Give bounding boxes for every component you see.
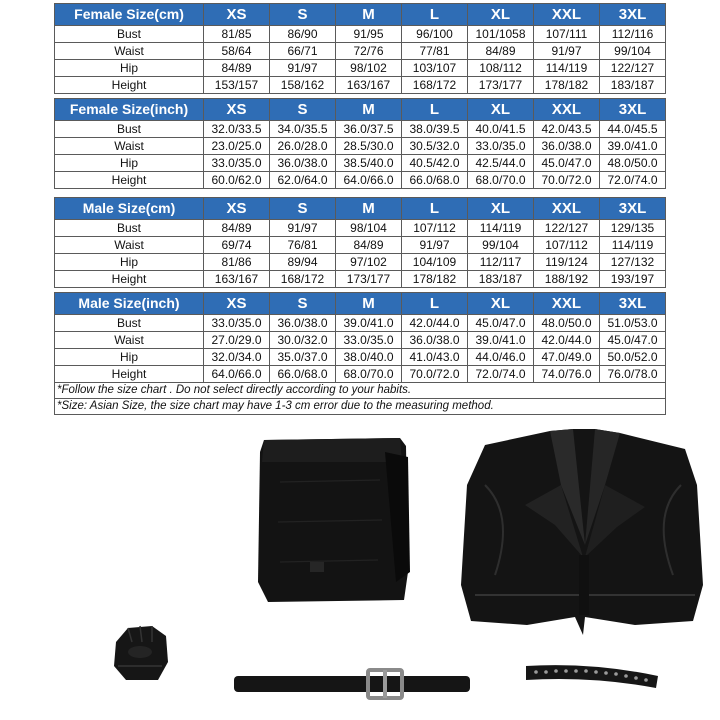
size-row <box>55 26 666 43</box>
size-value: 98/102 <box>336 60 402 77</box>
size-value: 32.0/33.5 <box>204 121 270 138</box>
size-value: 33.0/35.0 <box>336 332 402 349</box>
size-value: 42.0/43.5 <box>534 121 600 138</box>
size-header: XXL <box>534 198 600 220</box>
female-cm-title: Female Size(cm) <box>55 4 204 26</box>
size-value: 33.0/35.0 <box>204 315 270 332</box>
size-value: 40.5/42.0 <box>402 155 468 172</box>
size-value: 91/97 <box>270 60 336 77</box>
size-value: 91/97 <box>534 43 600 60</box>
size-value: 42.5/44.0 <box>468 155 534 172</box>
measurement-label: Waist <box>55 332 204 349</box>
size-header: S <box>270 4 336 26</box>
size-value: 47.0/49.0 <box>534 349 600 366</box>
size-value: 103/107 <box>402 60 468 77</box>
black-skirt-image <box>250 432 420 607</box>
size-value: 64.0/66.0 <box>204 366 270 383</box>
size-value: 39.0/41.0 <box>336 315 402 332</box>
size-value: 68.0/70.0 <box>336 366 402 383</box>
female-inch-body <box>55 121 666 189</box>
female-inch-table <box>54 98 666 189</box>
measurement-label: Hip <box>55 155 204 172</box>
size-value: 42.0/44.0 <box>534 332 600 349</box>
measurement-label: Hip <box>55 349 204 366</box>
size-value: 69/74 <box>204 237 270 254</box>
size-header: XL <box>468 4 534 26</box>
size-header: S <box>270 99 336 121</box>
size-value: 33.0/35.0 <box>468 138 534 155</box>
size-header: L <box>402 293 468 315</box>
size-row <box>55 349 666 366</box>
size-value: 96/100 <box>402 26 468 43</box>
size-value: 127/132 <box>600 254 666 271</box>
size-value: 66/71 <box>270 43 336 60</box>
size-value: 107/112 <box>402 220 468 237</box>
male-inch-header-row <box>55 293 666 315</box>
size-value: 81/85 <box>204 26 270 43</box>
size-value: 40.0/41.5 <box>468 121 534 138</box>
size-value: 33.0/35.0 <box>204 155 270 172</box>
female-inch-title: Female Size(inch) <box>55 99 204 121</box>
size-value: 74.0/76.0 <box>534 366 600 383</box>
size-value: 158/162 <box>270 77 336 94</box>
size-notes <box>54 382 666 415</box>
female-inch-header-row <box>55 99 666 121</box>
size-row <box>55 237 666 254</box>
size-header: XL <box>468 99 534 121</box>
size-header: 3XL <box>600 4 666 26</box>
size-value: 183/187 <box>468 271 534 288</box>
size-value: 45.0/47.0 <box>534 155 600 172</box>
size-header: XS <box>204 198 270 220</box>
leather-vest-image <box>455 425 713 637</box>
size-value: 173/177 <box>468 77 534 94</box>
size-header: M <box>336 4 402 26</box>
size-value: 62.0/64.0 <box>270 172 336 189</box>
male-inch-table <box>54 292 666 383</box>
size-value: 30.0/32.0 <box>270 332 336 349</box>
size-value: 70.0/72.0 <box>402 366 468 383</box>
size-value: 44.0/45.5 <box>600 121 666 138</box>
size-value: 35.0/37.0 <box>270 349 336 366</box>
size-value: 70.0/72.0 <box>534 172 600 189</box>
size-value: 173/177 <box>336 271 402 288</box>
size-value: 168/172 <box>270 271 336 288</box>
size-row <box>55 60 666 77</box>
size-value: 188/192 <box>534 271 600 288</box>
measurement-label: Height <box>55 271 204 288</box>
size-header: M <box>336 198 402 220</box>
size-row <box>55 254 666 271</box>
size-value: 122/127 <box>600 60 666 77</box>
size-value: 28.5/30.0 <box>336 138 402 155</box>
size-value: 101/1058 <box>468 26 534 43</box>
size-value: 38.0/39.5 <box>402 121 468 138</box>
measurement-label: Waist <box>55 138 204 155</box>
size-header: XXL <box>534 293 600 315</box>
size-value: 39.0/41.0 <box>600 138 666 155</box>
size-header: XXL <box>534 4 600 26</box>
fingerless-glove-image <box>108 622 172 684</box>
size-value: 122/127 <box>534 220 600 237</box>
measurement-label: Height <box>55 172 204 189</box>
measurement-label: Bust <box>55 220 204 237</box>
size-value: 163/167 <box>204 271 270 288</box>
size-header: S <box>270 198 336 220</box>
size-value: 36.0/38.0 <box>270 155 336 172</box>
size-value: 97/102 <box>336 254 402 271</box>
size-value: 41.0/43.0 <box>402 349 468 366</box>
size-value: 26.0/28.0 <box>270 138 336 155</box>
size-value: 183/187 <box>600 77 666 94</box>
size-value: 153/157 <box>204 77 270 94</box>
size-header: M <box>336 293 402 315</box>
size-value: 34.0/35.5 <box>270 121 336 138</box>
measurement-label: Waist <box>55 43 204 60</box>
size-header: XS <box>204 4 270 26</box>
size-header: M <box>336 99 402 121</box>
size-value: 99/104 <box>600 43 666 60</box>
size-header: XL <box>468 293 534 315</box>
female-cm-table <box>54 3 666 94</box>
size-value: 104/109 <box>402 254 468 271</box>
size-header: XXL <box>534 99 600 121</box>
size-value: 129/135 <box>600 220 666 237</box>
size-value: 38.5/40.0 <box>336 155 402 172</box>
size-value: 108/112 <box>468 60 534 77</box>
size-value: 66.0/68.0 <box>402 172 468 189</box>
size-value: 32.0/34.0 <box>204 349 270 366</box>
size-value: 42.0/44.0 <box>402 315 468 332</box>
size-value: 84/89 <box>204 60 270 77</box>
size-header: L <box>402 198 468 220</box>
size-value: 91/97 <box>270 220 336 237</box>
male-cm-header-row <box>55 198 666 220</box>
size-header: 3XL <box>600 99 666 121</box>
size-value: 178/182 <box>402 271 468 288</box>
size-value: 45.0/47.0 <box>600 332 666 349</box>
size-value: 44.0/46.0 <box>468 349 534 366</box>
size-value: 77/81 <box>402 43 468 60</box>
size-value: 66.0/68.0 <box>270 366 336 383</box>
size-value: 89/94 <box>270 254 336 271</box>
male-cm-table <box>54 197 666 288</box>
size-value: 84/89 <box>204 220 270 237</box>
size-row <box>55 271 666 288</box>
male-inch-body <box>55 315 666 383</box>
size-row <box>55 366 666 383</box>
size-row <box>55 172 666 189</box>
size-value: 38.0/40.0 <box>336 349 402 366</box>
size-header: XS <box>204 99 270 121</box>
size-row <box>55 220 666 237</box>
measurement-label: Height <box>55 77 204 94</box>
size-value: 99/104 <box>468 237 534 254</box>
size-value: 163/167 <box>336 77 402 94</box>
leather-belt-image <box>232 666 472 702</box>
size-header: 3XL <box>600 198 666 220</box>
size-row <box>55 332 666 349</box>
size-row <box>55 43 666 60</box>
male-cm-body <box>55 220 666 288</box>
size-value: 68.0/70.0 <box>468 172 534 189</box>
measurement-label: Hip <box>55 254 204 271</box>
size-value: 36.0/37.5 <box>336 121 402 138</box>
size-value: 23.0/25.0 <box>204 138 270 155</box>
male-cm-title: Male Size(cm) <box>55 198 204 220</box>
female-cm-body <box>55 26 666 94</box>
measurement-label: Bust <box>55 121 204 138</box>
size-value: 81/86 <box>204 254 270 271</box>
measurement-label: Height <box>55 366 204 383</box>
note-asian-size: *Size: Asian Size, the size chart may have 1-3 cm error due to the measuring method. <box>55 399 666 415</box>
size-value: 86/90 <box>270 26 336 43</box>
size-value: 50.0/52.0 <box>600 349 666 366</box>
size-value: 178/182 <box>534 77 600 94</box>
size-value: 84/89 <box>336 237 402 254</box>
size-value: 27.0/29.0 <box>204 332 270 349</box>
size-value: 48.0/50.0 <box>600 155 666 172</box>
size-value: 114/119 <box>534 60 600 77</box>
size-value: 76.0/78.0 <box>600 366 666 383</box>
size-value: 168/172 <box>402 77 468 94</box>
size-value: 36.0/38.0 <box>270 315 336 332</box>
size-value: 58/64 <box>204 43 270 60</box>
size-value: 48.0/50.0 <box>534 315 600 332</box>
size-value: 30.5/32.0 <box>402 138 468 155</box>
size-value: 91/97 <box>402 237 468 254</box>
size-header: XL <box>468 198 534 220</box>
size-value: 36.0/38.0 <box>402 332 468 349</box>
size-value: 45.0/47.0 <box>468 315 534 332</box>
measurement-label: Hip <box>55 60 204 77</box>
size-header: L <box>402 4 468 26</box>
size-value: 112/117 <box>468 254 534 271</box>
size-value: 36.0/38.0 <box>534 138 600 155</box>
size-value: 60.0/62.0 <box>204 172 270 189</box>
size-value: 112/116 <box>600 26 666 43</box>
size-value: 107/112 <box>534 237 600 254</box>
size-row <box>55 315 666 332</box>
studded-strap-image <box>522 658 662 694</box>
measurement-label: Bust <box>55 315 204 332</box>
size-value: 76/81 <box>270 237 336 254</box>
size-value: 51.0/53.0 <box>600 315 666 332</box>
measurement-label: Waist <box>55 237 204 254</box>
size-header: L <box>402 99 468 121</box>
size-value: 72.0/74.0 <box>468 366 534 383</box>
size-value: 114/119 <box>600 237 666 254</box>
measurement-label: Bust <box>55 26 204 43</box>
size-value: 98/104 <box>336 220 402 237</box>
size-row <box>55 121 666 138</box>
size-value: 193/197 <box>600 271 666 288</box>
size-value: 114/119 <box>468 220 534 237</box>
size-value: 107/111 <box>534 26 600 43</box>
size-row <box>55 155 666 172</box>
size-value: 64.0/66.0 <box>336 172 402 189</box>
size-header: XS <box>204 293 270 315</box>
size-value: 39.0/41.0 <box>468 332 534 349</box>
size-value: 84/89 <box>468 43 534 60</box>
female-cm-header-row <box>55 4 666 26</box>
size-value: 91/95 <box>336 26 402 43</box>
size-value: 119/124 <box>534 254 600 271</box>
size-value: 72/76 <box>336 43 402 60</box>
size-row <box>55 138 666 155</box>
size-value: 72.0/74.0 <box>600 172 666 189</box>
male-inch-title: Male Size(inch) <box>55 293 204 315</box>
size-header: S <box>270 293 336 315</box>
size-header: 3XL <box>600 293 666 315</box>
note-follow-chart: *Follow the size chart . Do not select directly according to your habits. <box>55 383 666 399</box>
size-row <box>55 77 666 94</box>
